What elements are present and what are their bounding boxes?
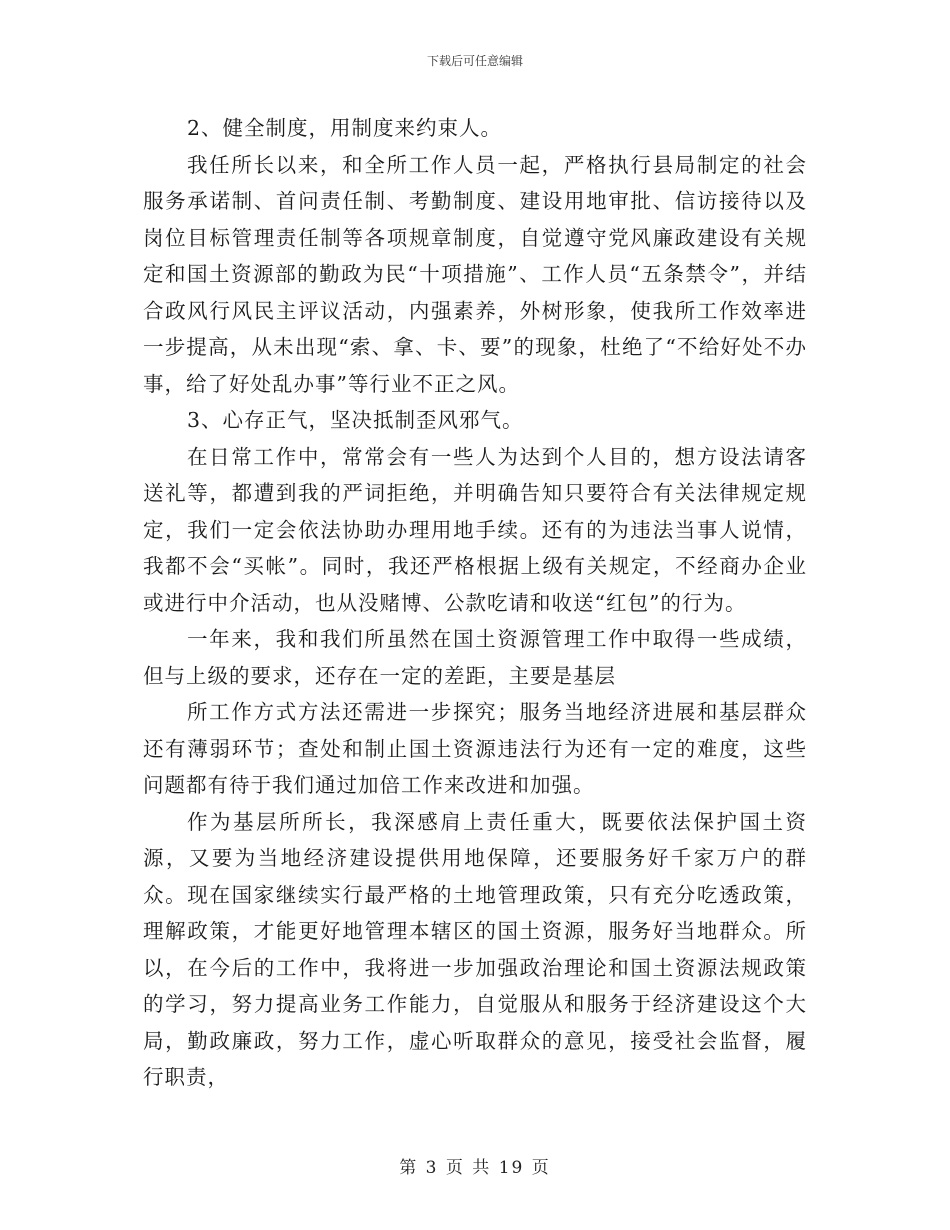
paragraph-shortcomings: 所工作方式方法还需进一步探究；服务当地经济进展和基层群众还有薄弱环节；查处和制止国土资源违法行为还有一定的难度，这些问题都有待于我们通过加倍工作来改进和加强。 <box>143 700 807 797</box>
paragraph-future-work: 作为基层所所长，我深感肩上责任重大，既要依法保护国土资源，又要为当地经济建设提供用地保障，还要服务好千家万户的群众。现在国家继续实行最严格的土地管理政策，只有充分吃透政策，理解政策，才能更好地管理本辖区的国土资源，服务好当地群众。所以，在今后的工作中，我将进一步加强政治理论和国土资源法规政策的学习，努力提高业务工作能力，自觉服从和服务于经济建设这个大局，勤政廉政，努力工作，虚心听取群众的意见，接受社会监督，履行职责， <box>143 809 807 1089</box>
paragraph-rules-compliance: 我任所长以来，和全所工作人员一起，严格执行县局制定的社会服务承诺制、首问责任制、考勤制度、建设用地审批、信访接待以及岗位目标管理责任制等各项规章制度，自觉遵守党风廉政建设有关规定和国土资源部的勤政为民“十项措施”、工作人员“五条禁令”，并结合政风行风民主评议活动，内强素养，外树形象，使我所工作效率进一步提高，从未出现“索、拿、卡、要”的现象，杜绝了“不给好处不办事，给了好处乱办事”等行业不正之风。 <box>143 152 807 396</box>
paragraph-refuse-gifts: 在日常工作中，常常会有一些人为达到个人目的，想方设法请客送礼等，都遭到我的严词拒绝，并明确告知只要符合有关法律规定规定，我们一定会依法协助办理用地手续。还有的为违法当事人说情，我都不会“买帐”。同时，我还严格根据上级有关规定，不经商办企业或进行中介活动，也从没赌博、公款吃请和收送“红包”的行为。 <box>143 444 807 615</box>
page-number: 第 3 页 共 19 页 <box>399 1158 551 1178</box>
paragraph-heading-3: 3、心存正气，坚决抵制歪风邪气。 <box>187 408 524 432</box>
document-body <box>143 110 807 1096</box>
page-header-note: 下载后可任意编辑 <box>426 54 523 68</box>
paragraph-heading-2: 2、健全制度，用制度来约束人。 <box>187 116 503 140</box>
paragraph-year-summary: 一年来，我和我们所虽然在国土资源管理工作中取得一些成绩，但与上级的要求，还存在一定的差距，主要是基层 <box>143 627 807 688</box>
